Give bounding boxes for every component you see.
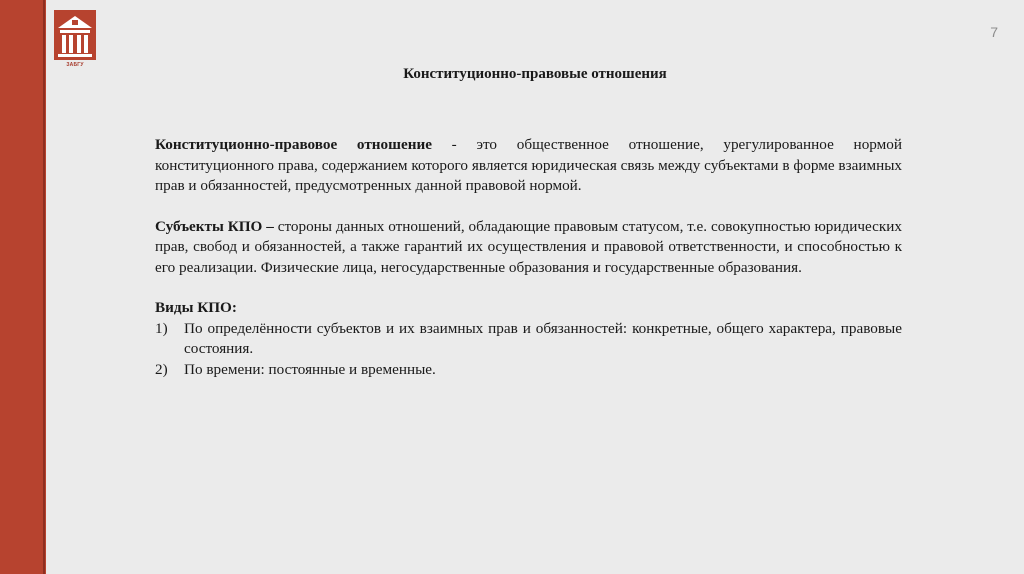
types-heading: Виды КПО:	[155, 299, 237, 316]
list-item-text: По определённости субъектов и их взаимных прав и обязанностей: конкретные, общего характера, правовые состояния.	[184, 319, 902, 357]
subjects-paragraph	[155, 217, 902, 279]
page-number: 7	[990, 24, 998, 40]
left-accent-band	[0, 0, 46, 574]
subjects-term: Субъекты КПО –	[155, 217, 274, 235]
subjects-text: стороны данных отношений, обладающие правовым статусом, т.е. совокупностью юридических прав, свобод и обязанностей, а также гарантий их осуществления и правовой ответственности, и способностью к его реализации. Физические лица, негосударственные образования и государственные образования.	[155, 217, 902, 276]
definition-text: - это общественное отношение, урегулированное нормой конституционного права, содержанием которого является юридическая связь между субъектами в форме взаимных прав и обязанностей, предусмотренных данной правовой нормой.	[155, 136, 902, 194]
list-item	[155, 319, 902, 360]
list-item-number: 2)	[155, 360, 168, 378]
list-item	[155, 360, 902, 381]
list-item-text: По времени: постоянные и временные.	[184, 360, 436, 378]
definition-term: Конституционно-правовое отношение	[155, 136, 432, 153]
logo-caption: ЗАБГУ	[66, 62, 84, 68]
definition-paragraph	[155, 135, 902, 197]
slide-content	[155, 135, 902, 380]
list-item-number: 1)	[155, 319, 168, 337]
types-list	[155, 319, 902, 381]
left-accent-band-edge	[43, 0, 45, 574]
slide-title: Конституционно-правовые отношения	[403, 66, 667, 82]
